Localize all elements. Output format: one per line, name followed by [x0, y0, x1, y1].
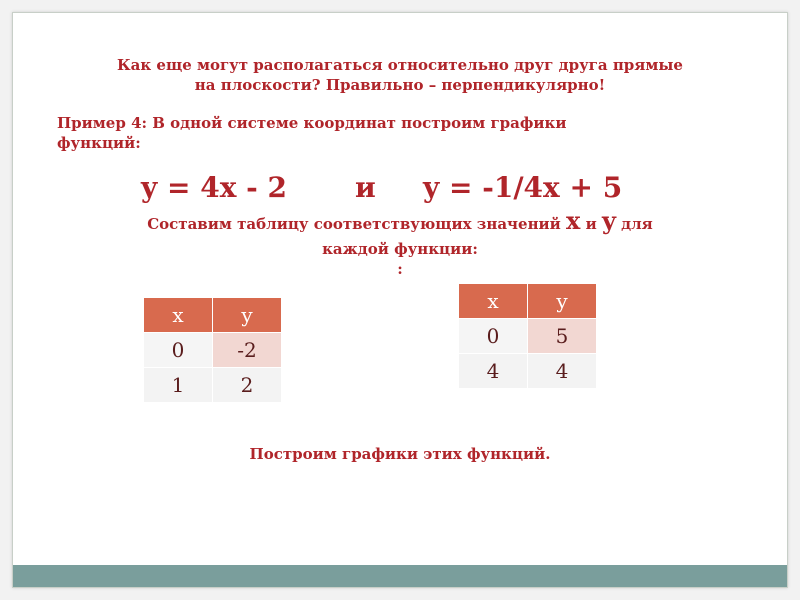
compose-line-1	[13, 206, 787, 235]
table1-cell: 1	[144, 368, 213, 403]
table1-cell: 0	[144, 333, 213, 368]
example-line-1: Пример 4: В одной системе координат построим графики	[57, 114, 567, 132]
table2-header-y: y	[528, 284, 597, 319]
compose-line-3: :	[397, 260, 403, 278]
equation-1: y = 4x - 2	[141, 171, 288, 204]
equation-conjunction: и	[355, 171, 376, 204]
compose-suffix: для	[615, 215, 653, 233]
equation-2: y = -1/4x + 5	[423, 171, 623, 204]
compose-line-2: каждой функции:	[322, 240, 478, 258]
table2-header-x: x	[459, 284, 528, 319]
example-line-2: функций:	[57, 134, 141, 152]
slide	[12, 12, 788, 588]
question-line-1: Как еще могут располагаться относительно друг друга прямые	[117, 56, 683, 74]
table1-cell: -2	[213, 333, 282, 368]
bottom-bar	[13, 565, 787, 587]
compose-var-x: x	[566, 206, 581, 235]
compose-and: и	[580, 215, 602, 233]
table2-cell: 0	[459, 319, 528, 354]
compose-prefix: Составим таблицу соответствующих значений	[147, 215, 567, 233]
table2-cell: 5	[528, 319, 597, 354]
values-table-1	[143, 297, 282, 403]
table1-header-y: y	[213, 298, 282, 333]
table2-cell: 4	[528, 354, 597, 389]
values-table-2	[458, 283, 597, 389]
equations-row	[13, 171, 787, 211]
question-line-2: на плоскости? Правильно – перпендикулярно!	[194, 76, 606, 94]
table1-header-x: x	[144, 298, 213, 333]
table1-cell: 2	[213, 368, 282, 403]
table2-cell: 4	[459, 354, 528, 389]
compose-var-y: y	[601, 206, 616, 235]
footer-text: Построим графики этих функций.	[249, 445, 551, 463]
